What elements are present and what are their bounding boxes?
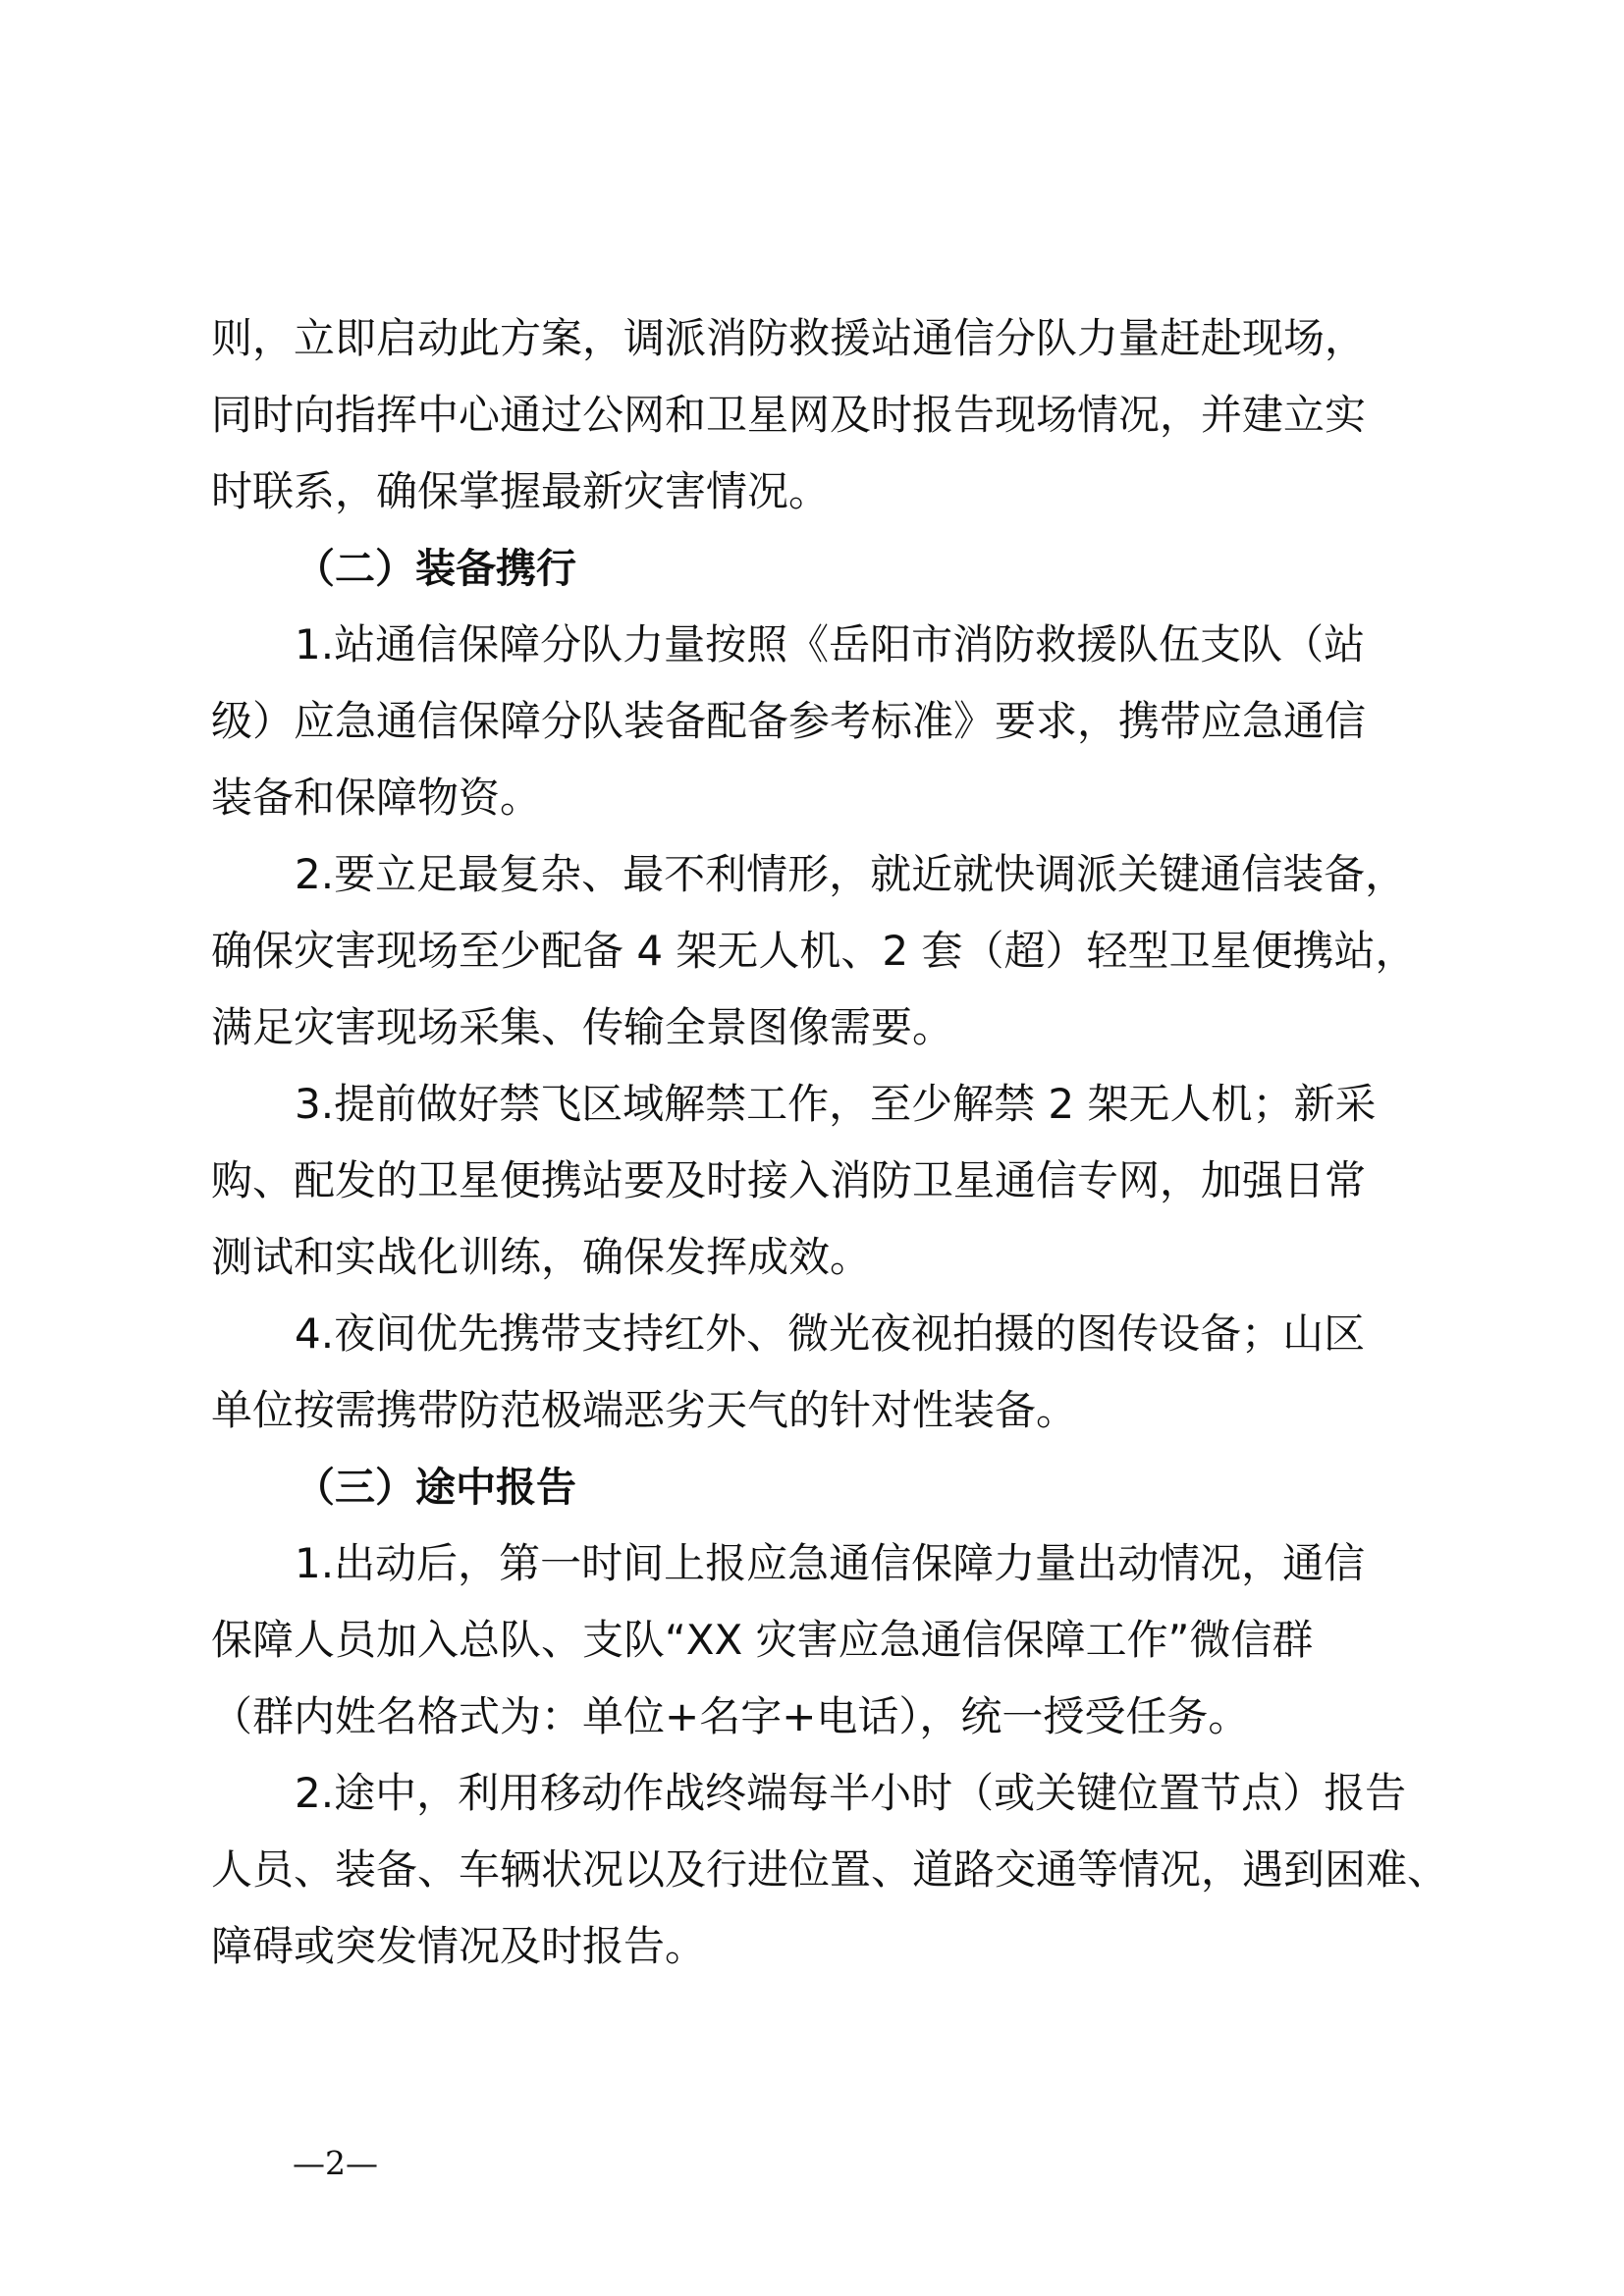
text-line: （群内姓名格式为：单位+名字+电话），统一授受任务。 (211, 1692, 1250, 1740)
text-line: 装备和保障物资。 (211, 774, 542, 822)
text-line: 时联系，确保掌握最新灾害情况。 (211, 467, 831, 515)
paragraph-start-line: 2.途中，利用移动作战终端每半小时（或关键位置节点）报告 (295, 1769, 1407, 1817)
text-line: 单位按需携带防范极端恶劣天气的针对性装备。 (211, 1386, 1078, 1434)
text-line: 购、配发的卫星便携站要及时接入消防卫星通信专网，加强日常 (211, 1156, 1367, 1204)
page-number: —2— (293, 2144, 378, 2182)
paragraph-start-line: 2.要立足最复杂、最不利情形，就近就快调派关键通信装备， (295, 850, 1407, 898)
section-heading: （二）装备携行 (295, 545, 576, 592)
paragraph-start-line: 1.站通信保障分队力量按照《岳阳市消防救援队伍支队（站 (295, 620, 1366, 668)
text-line: 测试和实战化训练，确保发挥成效。 (211, 1233, 872, 1281)
text-line: 满足灾害现场采集、传输全景图像需要。 (211, 1003, 954, 1051)
text-line: 保障人员加入总队、支队“XX 灾害应急通信保障工作”微信群 (211, 1616, 1314, 1664)
text-line: 障碍或突发情况及时报告。 (211, 1922, 707, 1970)
paragraph-start-line: 4.夜间优先携带支持红外、微光夜视拍摄的图传设备；山区 (295, 1309, 1366, 1358)
text-line: 确保灾害现场至少配备 4 架无人机、2 套（超）轻型卫星便携站， (211, 927, 1417, 975)
section-heading: （三）途中报告 (295, 1464, 576, 1511)
text-line: 级）应急通信保障分队装备配备参考标准》要求，携带应急通信 (211, 697, 1367, 745)
paragraph-start-line: 3.提前做好禁飞区域解禁工作，至少解禁 2 架无人机；新采 (295, 1080, 1377, 1128)
text-line: 同时向指挥中心通过公网和卫星网及时报告现场情况，并建立实 (211, 391, 1367, 439)
text-line: 则，立即启动此方案，调派消防救援站通信分队力量赶赴现场， (211, 314, 1367, 362)
paragraph-start-line: 1.出动后，第一时间上报应急通信保障力量出动情况，通信 (295, 1539, 1366, 1587)
text-line: 人员、装备、车辆状况以及行进位置、道路交通等情况，遇到困难、 (211, 1845, 1449, 1894)
